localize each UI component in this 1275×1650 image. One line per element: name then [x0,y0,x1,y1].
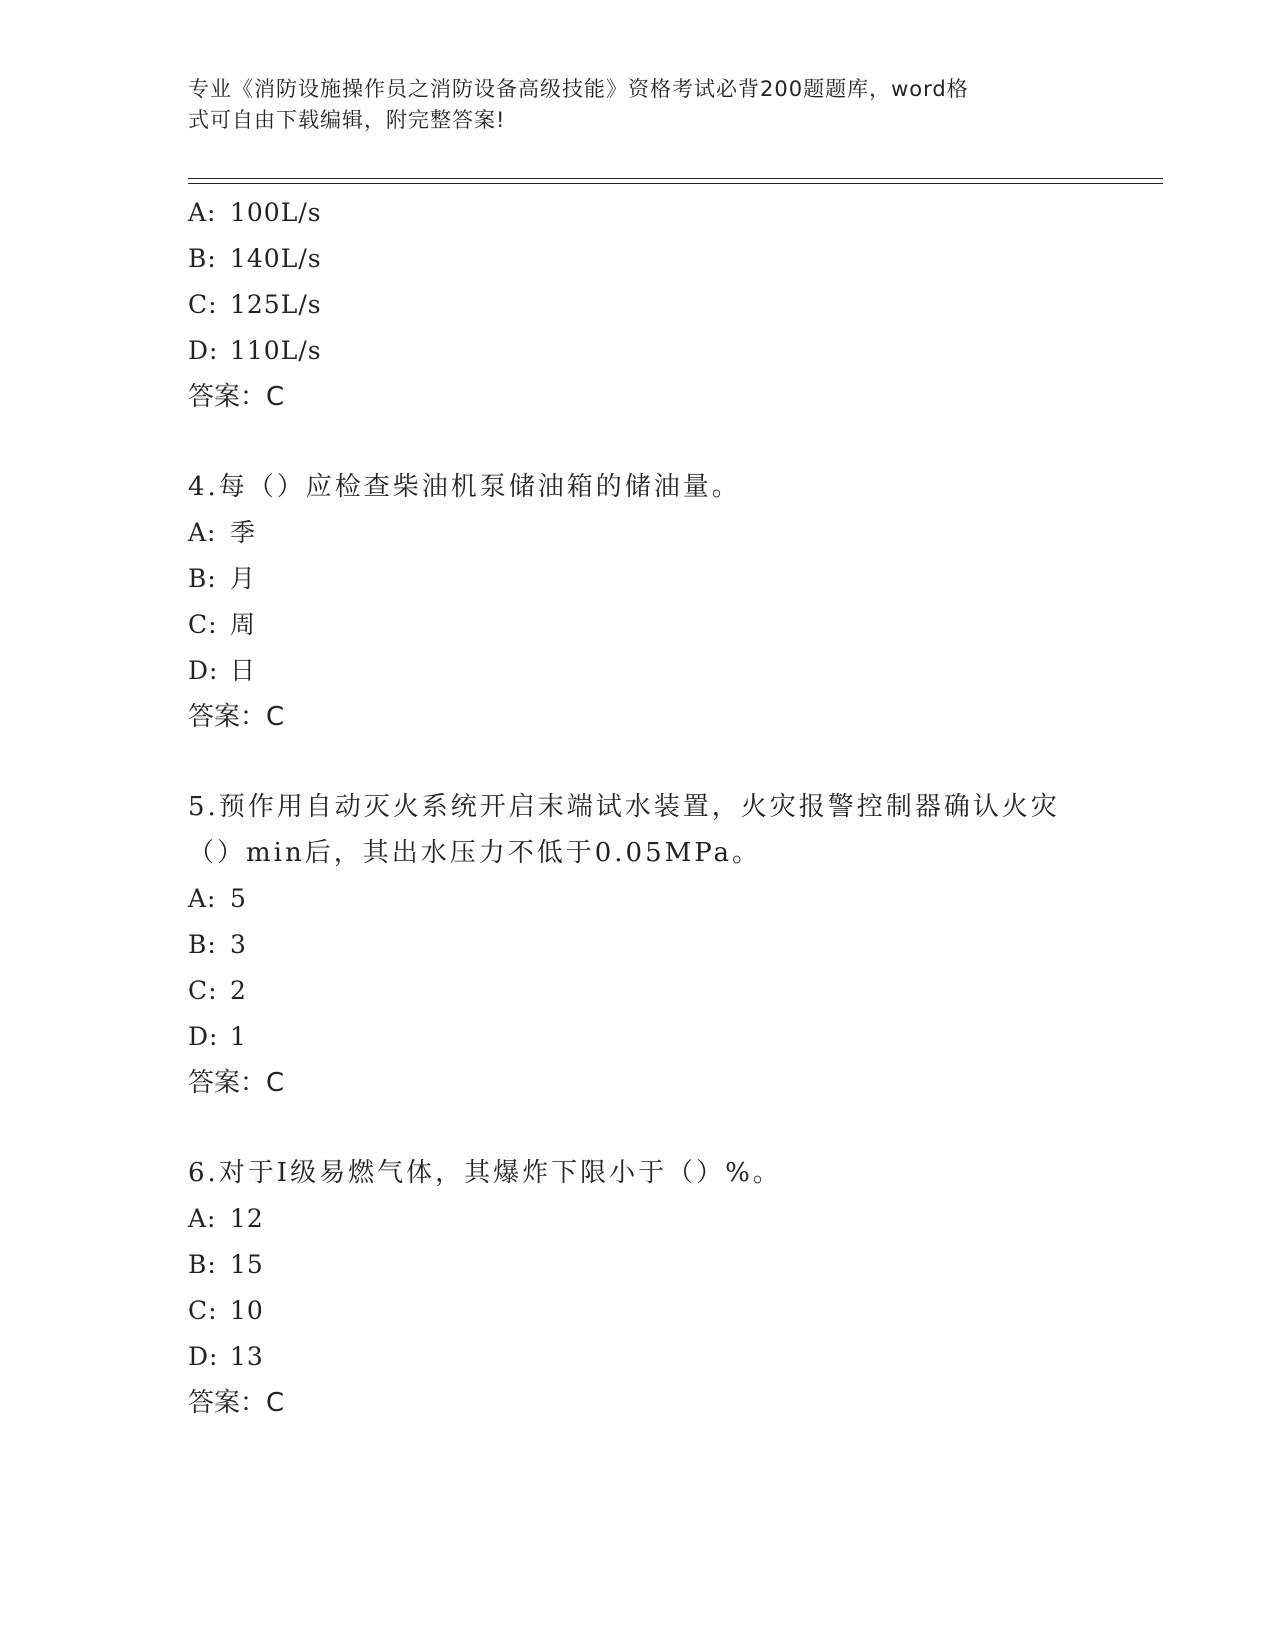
question-text-line-1: 5.预作用自动灭火系统开启末端试水装置，火灾报警控制器确认火灾 [188,792,1060,822]
option-a: A: 12 [188,1204,264,1233]
question-block-3 [188,190,1088,420]
question-text: 4.每（）应检查柴油机泵储油箱的储油量。 [188,472,741,502]
option-d: D: 13 [188,1342,264,1371]
option-a: A: 5 [188,884,247,913]
header-line-2: 式可自由下载编辑，附完整答案! [188,108,506,132]
question-block-6 [188,1150,1088,1426]
answer-line: 答案：C [188,382,285,412]
question-text-line-2: （）min后，其出水压力不低于0.05MPa。 [188,838,762,868]
option-c: C: 125L/s [188,290,322,319]
question-text: 6.对于Ⅰ级易燃气体，其爆炸下限小于（）%。 [188,1158,782,1188]
option-a: A: 季 [188,518,257,547]
option-d: D: 1 [188,1022,247,1051]
option-b: B: 140L/s [188,244,322,273]
document-header [188,74,1068,136]
header-divider-top [188,178,1163,179]
option-c: C: 10 [188,1296,264,1325]
question-block-4 [188,464,1088,740]
answer-line: 答案：C [188,1388,285,1418]
option-b: B: 3 [188,930,247,959]
option-c: C: 周 [188,610,257,639]
answer-line: 答案：C [188,702,285,732]
header-divider-bottom [188,183,1163,184]
option-b: B: 月 [188,564,257,593]
option-d: D: 110L/s [188,336,322,365]
option-a: A: 100L/s [188,198,322,227]
question-block-5 [188,784,1088,1106]
header-line-1: 专业《消防设施操作员之消防设备高级技能》资格考试必背200题题库，word格 [188,77,969,101]
question-list [188,190,1088,1426]
option-d: D: 日 [188,656,257,685]
option-c: C: 2 [188,976,247,1005]
option-b: B: 15 [188,1250,264,1279]
answer-line: 答案：C [188,1068,285,1098]
